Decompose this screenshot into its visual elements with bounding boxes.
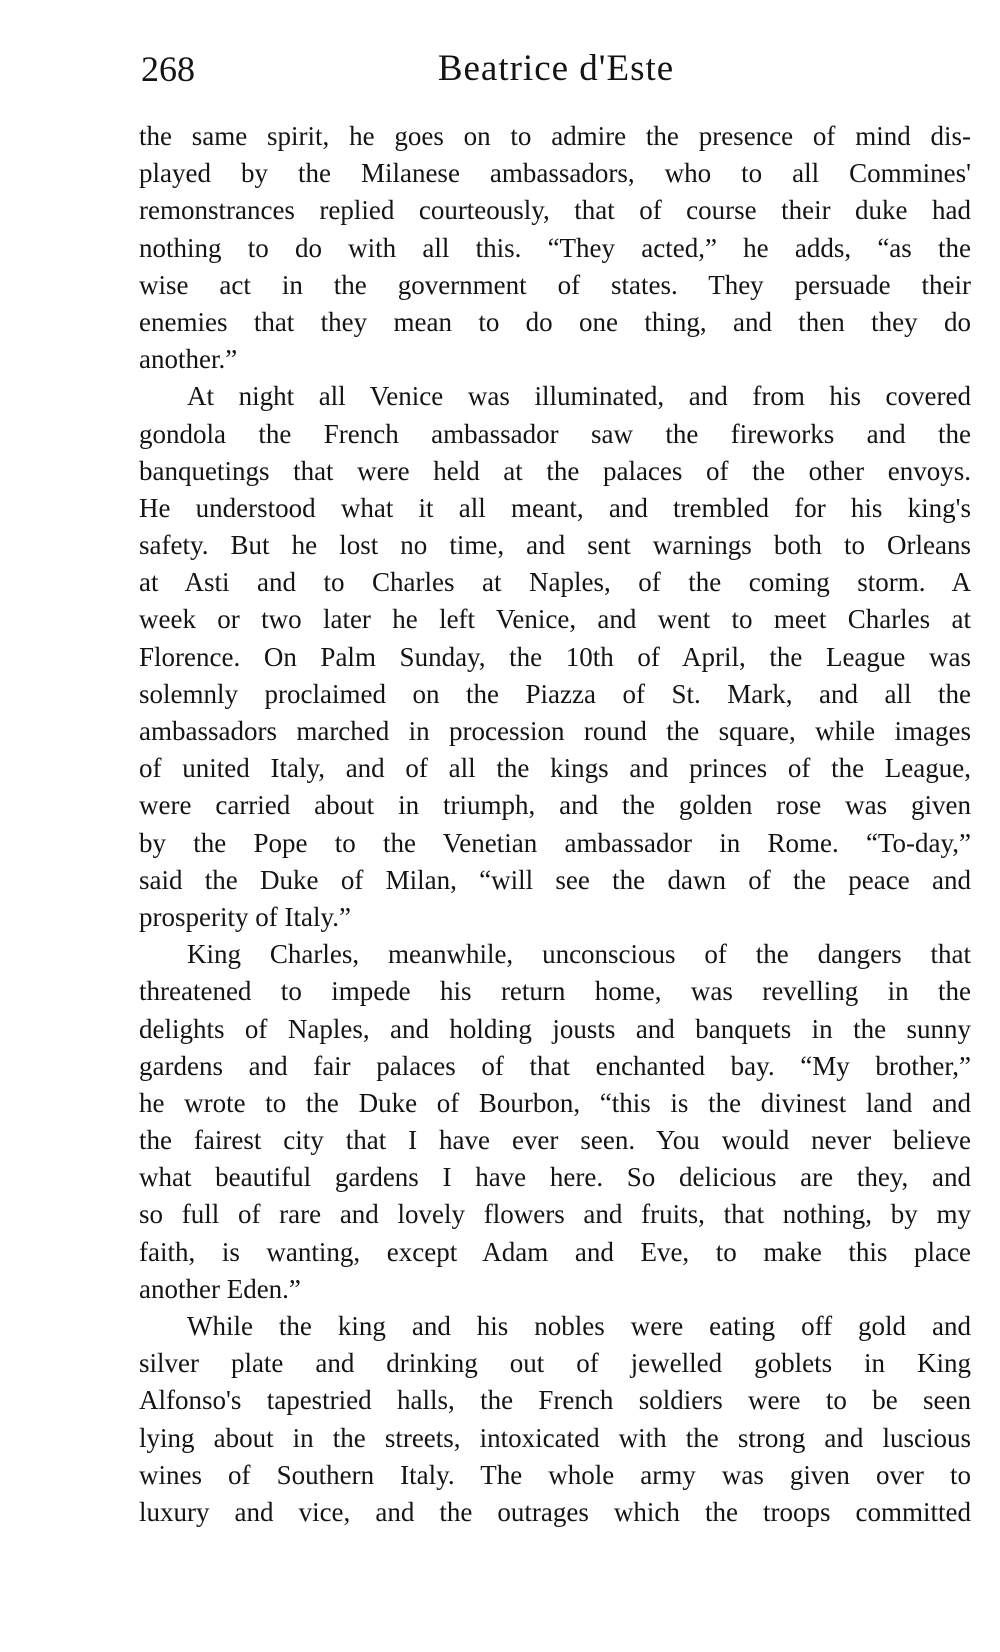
text-line: delights of Naples, and holding jousts and banquets in the sunny bbox=[139, 1013, 971, 1044]
text-line: gondola the French ambassador saw the fireworks and the bbox=[139, 418, 971, 449]
text-line: prosperity of Italy.” bbox=[139, 901, 351, 932]
text-line: While the king and his nobles were eating off gold and bbox=[187, 1311, 971, 1341]
text-line: said the Duke of Milan, “will see the dawn of the peace and bbox=[139, 864, 971, 895]
text-line: by the Pope to the Venetian ambassador in Rome. “To-day,” bbox=[139, 827, 971, 858]
paragraph bbox=[139, 936, 971, 1308]
paragraph bbox=[139, 118, 971, 378]
text-line: remonstrances replied courteously, that of course their duke had bbox=[139, 195, 971, 226]
text-line: lying about in the streets, intoxicated with the strong and luscious bbox=[139, 1422, 971, 1453]
page-number: 268 bbox=[141, 49, 195, 89]
text-line: what beautiful gardens I have here. So delicious are they, and bbox=[139, 1162, 971, 1193]
text-line: wise act in the government of states. They persuade their bbox=[139, 269, 971, 300]
page-header bbox=[141, 44, 971, 94]
text-line: played by the Milanese ambassadors, who to all Commines' bbox=[139, 158, 971, 189]
text-line: gardens and fair palaces of that enchanted bay. “My brother,” bbox=[139, 1050, 971, 1081]
text-line: safety. But he lost no time, and sent warnings both to Orleans bbox=[139, 530, 971, 561]
text-line: He understood what it all meant, and trembled for his king's bbox=[139, 492, 971, 523]
text-line: nothing to do with all this. “They acted,” he adds, “as the bbox=[139, 232, 971, 263]
text-line: luxury and vice, and the outrages which the troops committed bbox=[139, 1496, 971, 1527]
text-line: At night all Venice was illuminated, and from his covered bbox=[187, 381, 971, 412]
text-line: the fairest city that I have ever seen. You would never believe bbox=[139, 1125, 971, 1156]
text-line: King Charles, meanwhile, unconscious of the dangers that bbox=[187, 939, 971, 970]
text-line: ambassadors marched in procession round the square, while images bbox=[139, 716, 971, 746]
paragraph bbox=[139, 378, 971, 936]
body-text bbox=[139, 118, 971, 1531]
text-line: another.” bbox=[139, 344, 238, 375]
text-line: the same spirit, he goes on to admire the presence of mind dis- bbox=[139, 121, 971, 151]
text-line: solemnly proclaimed on the Piazza of St. Mark, and all the bbox=[139, 678, 971, 709]
text-line: threatened to impede his return home, was revelling in the bbox=[139, 976, 971, 1007]
text-line: at Asti and to Charles at Naples, of the coming storm. A bbox=[139, 567, 971, 598]
text-line: banquetings that were held at the palaces of the other envoys. bbox=[139, 455, 971, 486]
text-line: wines of Southern Italy. The whole army was given over to bbox=[139, 1459, 971, 1490]
running-head-title: Beatrice d'Este bbox=[437, 48, 675, 89]
text-line: silver plate and drinking out of jewelled goblets in King bbox=[139, 1348, 971, 1379]
text-line: were carried about in triumph, and the golden rose was given bbox=[139, 790, 971, 821]
text-line: of united Italy, and of all the kings and princes of the League, bbox=[139, 753, 971, 784]
paragraph bbox=[139, 1308, 971, 1531]
text-line: faith, is wanting, except Adam and Eve, to make this place bbox=[139, 1236, 971, 1267]
text-line: Alfonso's tapestried halls, the French soldiers were to be seen bbox=[139, 1385, 971, 1416]
text-line: another Eden.” bbox=[139, 1273, 301, 1304]
text-line: so full of rare and lovely flowers and fruits, that nothing, by my bbox=[139, 1199, 971, 1230]
text-line: enemies that they mean to do one thing, and then they do bbox=[139, 306, 971, 337]
text-line: week or two later he left Venice, and went to meet Charles at bbox=[139, 604, 971, 635]
text-line: Florence. On Palm Sunday, the 10th of April, the League was bbox=[139, 641, 971, 672]
text-line: he wrote to the Duke of Bourbon, “this is the divinest land and bbox=[139, 1087, 971, 1118]
